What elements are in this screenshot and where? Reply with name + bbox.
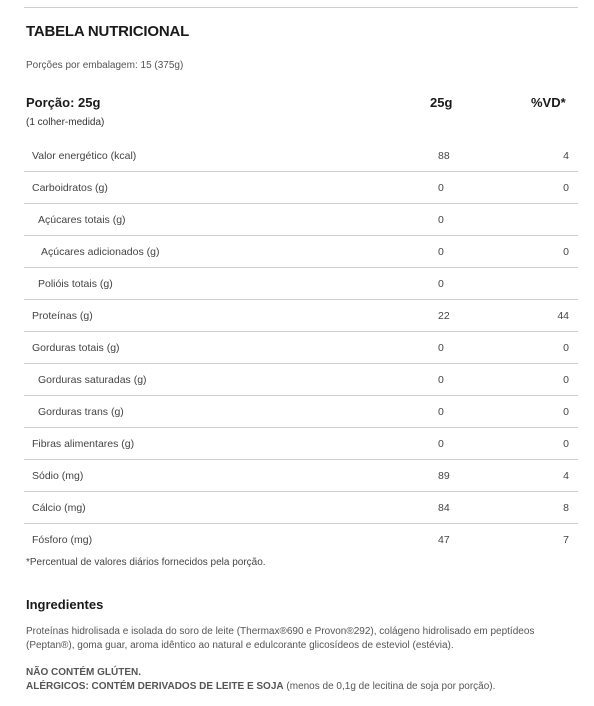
daily-value-column-header: %VD*: [531, 95, 566, 110]
nutrient-name: Gorduras saturadas (g): [38, 374, 147, 386]
nutrient-daily-value: 8: [563, 502, 569, 514]
quantity-column-header: 25g: [430, 95, 453, 110]
daily-value-footnote: *Percentual de valores diários fornecidos pela porção.: [26, 557, 266, 568]
nutrient-quantity: 89: [438, 470, 450, 482]
nutrient-quantity: 0: [438, 374, 444, 386]
table-row: [24, 428, 578, 460]
nutrient-quantity: 47: [438, 534, 450, 546]
nutrient-name: Carboidratos (g): [32, 182, 108, 194]
nutrient-daily-value: 0: [563, 342, 569, 354]
nutrient-name: Gorduras totais (g): [32, 342, 120, 354]
nutrient-quantity: 84: [438, 502, 450, 514]
nutrient-daily-value: 44: [557, 310, 569, 322]
nutrient-name: Açúcares adicionados (g): [41, 246, 160, 258]
table-row: [24, 140, 578, 172]
nutrient-name: Cálcio (mg): [32, 502, 86, 514]
nutrient-name: Valor energético (kcal): [32, 150, 137, 162]
page-title: TABELA NUTRICIONAL: [26, 23, 190, 40]
nutrient-daily-value: 0: [563, 246, 569, 258]
table-row: [24, 524, 578, 555]
nutrient-name: Fibras alimentares (g): [32, 438, 135, 450]
nutrient-name: Sódio (mg): [32, 470, 84, 482]
nutrient-daily-value: 4: [563, 470, 569, 482]
table-row: [24, 204, 578, 236]
nutrient-quantity: 0: [438, 214, 444, 226]
nutrient-quantity: 0: [438, 406, 444, 418]
nutrient-daily-value: 0: [563, 438, 569, 450]
nutrient-quantity: 22: [438, 310, 450, 322]
nutrient-daily-value: 0: [563, 406, 569, 418]
nutrient-quantity: 88: [438, 150, 450, 162]
nutrient-daily-value: 0: [563, 182, 569, 194]
portion-measure: (1 colher-medida): [26, 117, 105, 128]
ingredients-text: Proteínas hidrolisada e isolada do soro de leite (Thermax®690 e Provon®292), colágeno hidrolisado em peptídeos (Peptan®), goma guar, aroma idêntico ao natural e edulcorante glicosídeos de esteviol (estévia).: [26, 626, 535, 651]
table-row: [24, 172, 578, 204]
nutrient-quantity: 0: [438, 246, 444, 258]
nutrient-quantity: 0: [438, 438, 444, 450]
nutrient-name: Polióis totais (g): [38, 278, 113, 290]
nutrient-daily-value: 0: [563, 374, 569, 386]
table-row: [24, 492, 578, 524]
servings-per-package: Porções por embalagem: 15 (375g): [26, 60, 184, 71]
nutrient-name: Gorduras trans (g): [38, 406, 124, 418]
portion-label: Porção: 25g: [26, 95, 101, 110]
gluten-notice: NÃO CONTÉM GLÚTEN.: [26, 667, 141, 678]
nutrient-quantity: 0: [438, 182, 444, 194]
allergens-notice: [26, 681, 495, 692]
table-row: [24, 332, 578, 364]
nutrient-daily-value: 4: [563, 150, 569, 162]
nutrient-name: Proteínas (g): [32, 310, 93, 322]
nutrient-quantity: 0: [438, 342, 444, 354]
allergens-detail: (menos de 0,1g de lecitina de soja por porção).: [283, 681, 496, 692]
allergens-warning: ALÉRGICOS: CONTÉM DERIVADOS DE LEITE E SOJA: [26, 681, 284, 692]
nutrient-daily-value: 7: [563, 534, 569, 546]
table-row: [24, 460, 578, 492]
nutrient-name: Fósforo (mg): [32, 534, 93, 546]
table-row: [24, 236, 578, 268]
top-divider: [24, 7, 578, 8]
table-row: [24, 300, 578, 332]
nutrient-quantity: 0: [438, 278, 444, 290]
ingredients-heading: Ingredientes: [26, 597, 104, 612]
table-row: [24, 396, 578, 428]
table-row: [24, 364, 578, 396]
nutrition-table: [24, 140, 578, 555]
nutrient-name: Açúcares totais (g): [38, 214, 126, 226]
table-row: [24, 268, 578, 300]
